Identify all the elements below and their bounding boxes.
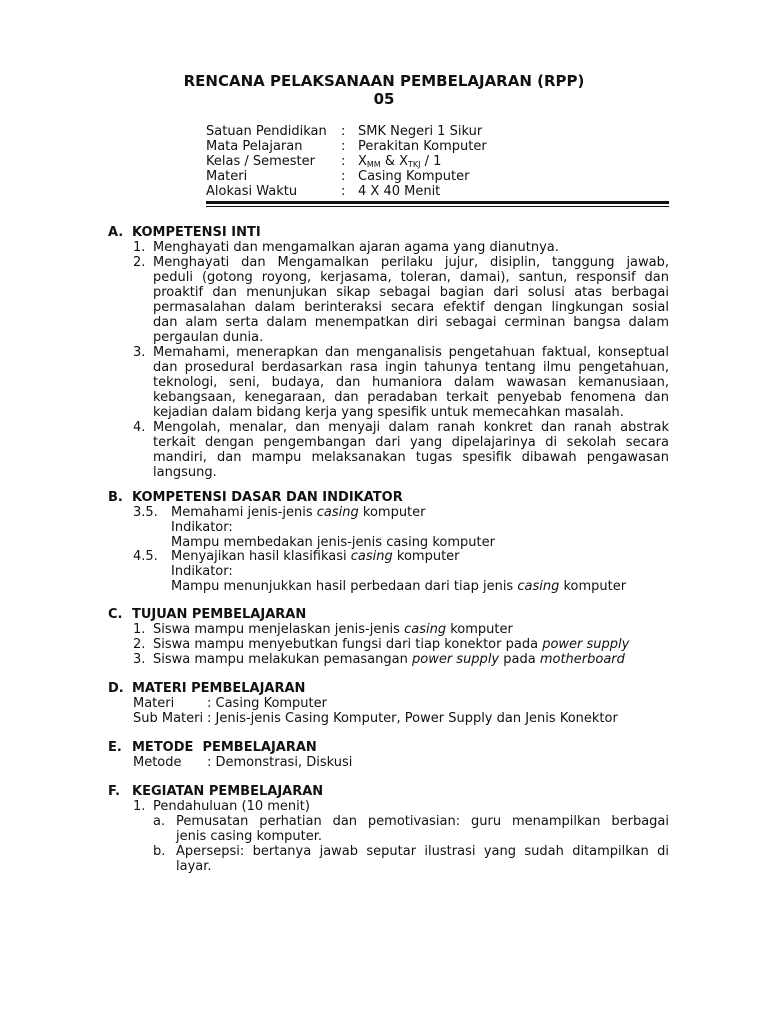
list-item [153,240,669,255]
indicator-text [171,579,626,594]
section-heading-b [108,490,403,505]
class-sub-tkj: TKJ [408,160,421,169]
class-join: & X [380,154,409,169]
class-sub-mm: MM [366,160,381,169]
text-run: Siswa mampu menjelaskan jenis-jenis [153,622,405,637]
activity-item [176,844,669,874]
kd-number: 4.5. [133,549,158,564]
text-run: komputer [358,505,426,520]
section-letter: F. [108,784,120,799]
sub-materi-label: Sub Materi [133,711,204,726]
list-letter: b. [153,844,166,859]
divider-thin [206,206,669,207]
section-title: KEGIATAN PEMBELAJARAN [132,784,324,799]
section-letter: D. [108,681,124,696]
document-number: 05 [373,90,395,108]
info-colon: : [341,154,346,169]
list-number: 4. [133,420,146,435]
text-run: komputer [392,549,460,564]
indicator-label: Indikator: [171,564,233,579]
info-value: 4 X 40 Menit [358,184,441,199]
text-line: kebangsaan, kenegaraan, dan peradaban terkait penyebab fenomena dan [153,390,669,405]
divider-thick [206,201,669,204]
text-line: dan prosedural berdasarkan rasa ingin tahunya tentang ilmu pengetahuan, [153,360,669,375]
text-line: jenis casing komputer. [176,829,323,844]
activity-item [176,814,669,844]
text-line: Menghayati dan Mengamalkan perilaku jujur, disiplin, tanggung jawab, [153,255,669,270]
objective-item [153,637,629,652]
section-heading-c [108,607,306,622]
text-line: permasalahan dalam berinteraksi secara efektif dengan lingkungan sosial [153,300,669,315]
list-number: 1. [133,240,146,255]
materi-label: Materi [133,696,175,711]
class-letter: X [358,154,367,169]
text-run: Siswa mampu menyebutkan fungsi dari tiap konektor pada [153,637,543,652]
activity-phase: Pendahuluan (10 menit) [153,799,310,814]
list-letter: a. [153,814,166,829]
info-colon: : [341,139,346,154]
list-number: 2. [133,255,146,270]
text-line: kejadian dalam bidang kerja yang spesifik untuk memecahkan masalah. [153,405,624,420]
info-label: Kelas / Semester [206,154,315,169]
text-line: layar. [176,859,212,874]
info-value: SMK Negeri 1 Sikur [358,124,483,139]
text-line: Menghayati dan mengamalkan ajaran agama yang dianutnya. [153,240,559,255]
info-label: Satuan Pendidikan [206,124,327,139]
text-line: dan alam serta dalam menempatkan diri sebagai cerminan bangsa dalam [153,315,669,330]
text-run: pada [499,652,540,667]
kd-number: 3.5. [133,505,158,520]
info-label: Materi [206,169,248,184]
emphasis: casing [316,505,359,520]
text-run: Menyajikan hasil klasifikasi [171,549,351,564]
section-heading-d [108,681,305,696]
text-run: komputer [559,579,627,594]
kd-text [171,549,460,564]
section-letter: A. [108,225,124,240]
info-value-class [358,154,441,169]
emphasis: power supply [411,652,500,667]
info-colon: : [341,169,346,184]
section-title: KOMPETENSI INTI [132,225,261,240]
emphasis: casing [404,622,447,637]
list-number: 2. [133,637,146,652]
section-heading-a [108,225,261,240]
text-line: Pemusatan perhatian dan pemotivasian: guru menampilkan berbagai [176,814,669,829]
list-item [153,420,669,480]
text-line: pergaulan dunia. [153,330,264,345]
metode-label: Metode [133,755,182,770]
info-value: Perakitan Komputer [358,139,487,154]
indicator-text: Mampu membedakan jenis-jenis casing komputer [171,535,495,550]
section-heading-e [108,740,317,755]
emphasis: motherboard [539,652,625,667]
objective-item [153,622,513,637]
kd-text [171,505,426,520]
text-line: Apersepsi: bertanya jawab seputar ilustrasi yang sudah ditampilkan di [176,844,669,859]
list-item [153,255,669,345]
list-number: 1. [133,622,146,637]
metode-value: : Demonstrasi, Diskusi [207,755,353,770]
materi-value: : Casing Komputer [207,696,327,711]
semester: / 1 [420,154,442,169]
emphasis: power supply [542,637,630,652]
info-colon: : [341,124,346,139]
text-run: Siswa mampu melakukan pemasangan [153,652,412,667]
section-letter: B. [108,490,123,505]
text-run: komputer [446,622,513,637]
text-line: peduli (gotong royong, kerjasama, toleran, damai), santun, responsif dan [153,270,669,285]
section-title: METODE PEMBELAJARAN [132,740,317,755]
section-letter: C. [108,607,123,622]
sub-materi-value: : Jenis-jenis Casing Komputer, Power Supply dan Jenis Konektor [207,711,618,726]
document-title: RENCANA PELAKSANAAN PEMBELAJARAN (RPP) [183,72,585,90]
info-value: Casing Komputer [358,169,470,184]
info-colon: : [341,184,346,199]
section-title: MATERI PEMBELAJARAN [132,681,306,696]
section-title: TUJUAN PEMBELAJARAN [132,607,307,622]
text-run: Mampu menunjukkan hasil perbedaan dari tiap jenis [171,579,518,594]
text-line: terkait dengan pengembangan dari yang dipelajarinya di sekolah secara [153,435,669,450]
text-run: Memahami jenis-jenis [171,505,317,520]
section-heading-f [108,784,323,799]
emphasis: casing [517,579,560,594]
text-line: Mengolah, menalar, dan menyaji dalam ranah konkret dan ranah abstrak [153,420,669,435]
indicator-label: Indikator: [171,520,233,535]
emphasis: casing [350,549,393,564]
objective-item [153,652,625,667]
info-label: Alokasi Waktu [206,184,298,199]
section-letter: E. [108,740,122,755]
text-line: teknologi, seni, budaya, dan humaniora dalam wawasan kemanusiaan, [153,375,669,390]
section-title: KOMPETENSI DASAR DAN INDIKATOR [132,490,403,505]
text-line: Memahami, menerapkan dan menganalisis pengetahuan faktual, konseptual [153,345,669,360]
text-line: proaktif dan menunjukan sikap sebagai bagian dari solusi atas berbagai [153,285,669,300]
list-number: 1. [133,799,146,814]
list-item [153,345,669,420]
list-number: 3. [133,652,146,667]
text-line: langsung. [153,465,217,480]
text-line: mandiri, dan mampu melaksanakan tugas spesifik dibawah pengawasan [153,450,669,465]
list-number: 3. [133,345,146,360]
info-label: Mata Pelajaran [206,139,303,154]
